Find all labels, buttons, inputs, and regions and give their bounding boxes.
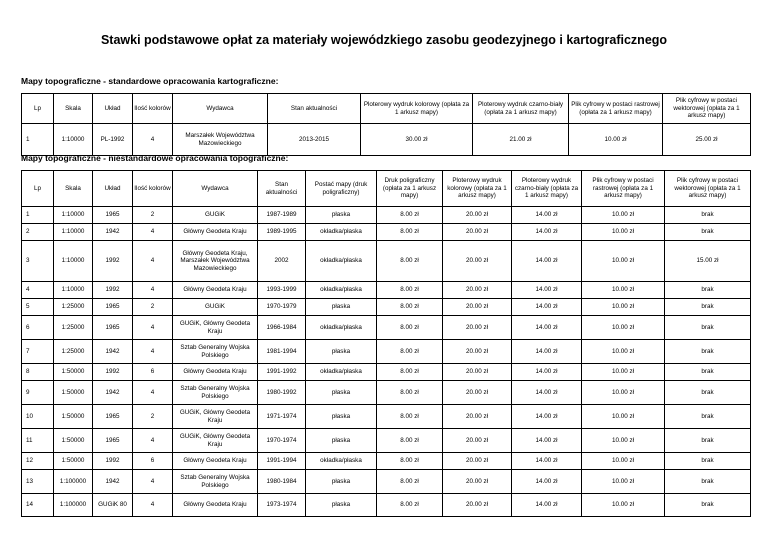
table-row	[22, 316, 751, 340]
table-cell: 1:10000	[54, 241, 93, 282]
table-cell: płaska	[306, 429, 377, 453]
table-cell: 8.00 zł	[377, 453, 443, 470]
table-cell: Sztab Generalny Wojska Polskiego	[173, 381, 258, 405]
table-cell: 1992	[93, 282, 133, 299]
column-header: Plik cyfrowy w postaci wektorowej (opłata za 1 arkusz mapy)	[665, 171, 751, 207]
column-header: Plik cyfrowy w postaci rastrowej (opłata za 1 arkusz mapy)	[569, 94, 663, 124]
table-cell: GUGiK 80	[93, 494, 133, 517]
table-cell: 20.00 zł	[443, 429, 512, 453]
table-cell: 10.00 zł	[582, 494, 665, 517]
table-cell: 1	[22, 124, 54, 156]
table-cell: 14.00 zł	[512, 364, 582, 381]
table-cell: Główny Geodeta Kraju	[173, 224, 258, 241]
table-row	[22, 453, 751, 470]
table-cell: 1970-1974	[258, 429, 306, 453]
table-cell: 8.00 zł	[377, 494, 443, 517]
table-row	[22, 124, 751, 156]
table-cell: 2002	[258, 241, 306, 282]
table-cell: 8.00 zł	[377, 299, 443, 316]
table-cell: 20.00 zł	[443, 494, 512, 517]
table-cell: płaska	[306, 340, 377, 364]
table-row	[22, 381, 751, 405]
table-cell: brak	[665, 470, 751, 494]
table-cell: okładka/płaska	[306, 224, 377, 241]
table-cell: GUGiK, Główny Geodeta Kraju	[173, 429, 258, 453]
table-cell: 10.00 zł	[582, 470, 665, 494]
table-cell: 1:50000	[54, 405, 93, 429]
table-cell: 4	[133, 282, 173, 299]
column-header: Stan aktualności	[268, 94, 361, 124]
table-cell: 25.00 zł	[663, 124, 751, 156]
column-header: Ploterowy wydruk kolorowy (opłata za 1 arkusz mapy)	[443, 171, 512, 207]
table-cell: 1966-1984	[258, 316, 306, 340]
table-cell: Marszałek Województwa Mazowieckiego	[173, 124, 268, 156]
table-cell: 1965	[93, 299, 133, 316]
column-header: Ilość kolorów	[133, 94, 173, 124]
table-cell: brak	[665, 494, 751, 517]
table-cell: brak	[665, 429, 751, 453]
table-cell: 8.00 zł	[377, 429, 443, 453]
table-cell: 6	[133, 364, 173, 381]
table-cell: brak	[665, 224, 751, 241]
column-header: Stan aktualności	[258, 171, 306, 207]
table-cell: 20.00 zł	[443, 405, 512, 429]
table-cell: 20.00 zł	[443, 207, 512, 224]
table-cell: Sztab Generalny Wojska Polskiego	[173, 340, 258, 364]
table-cell: 15.00 zł	[665, 241, 751, 282]
table-cell: Główny Geodeta Kraju	[173, 453, 258, 470]
table-cell: 1:100000	[54, 470, 93, 494]
table-row	[22, 470, 751, 494]
table-cell: 1965	[93, 429, 133, 453]
table-cell: 1942	[93, 381, 133, 405]
table-cell: 14.00 zł	[512, 453, 582, 470]
table-cell: 8.00 zł	[377, 241, 443, 282]
table-cell: Główny Geodeta Kraju	[173, 494, 258, 517]
table-cell: 1992	[93, 364, 133, 381]
table-cell: 8.00 zł	[377, 381, 443, 405]
table-cell: płaska	[306, 381, 377, 405]
table-cell: 1993-1999	[258, 282, 306, 299]
table-cell: 1942	[93, 224, 133, 241]
column-header: Druk poligraficzny (opłata za 1 arkusz mapy)	[377, 171, 443, 207]
column-header: Wydawca	[173, 94, 268, 124]
table-cell: PL-1992	[93, 124, 133, 156]
table-row	[22, 364, 751, 381]
column-header: Układ	[93, 94, 133, 124]
table-cell: 6	[22, 316, 54, 340]
table-cell: 8.00 zł	[377, 340, 443, 364]
section-heading-standard: Mapy topograficzne - standardowe opracowania kartograficzne:	[21, 76, 279, 86]
table-cell: 10.00 zł	[582, 207, 665, 224]
table-cell: 2013-2015	[268, 124, 361, 156]
table-cell: 8.00 zł	[377, 282, 443, 299]
table-cell: 1:50000	[54, 381, 93, 405]
table-cell: brak	[665, 453, 751, 470]
table-cell: płaska	[306, 470, 377, 494]
table-cell: okładka/płaska	[306, 316, 377, 340]
table-cell: 21.00 zł	[473, 124, 569, 156]
table-cell: 8.00 zł	[377, 316, 443, 340]
table-cell: 14.00 zł	[512, 282, 582, 299]
table-cell: 10.00 zł	[582, 405, 665, 429]
column-header: Lp	[22, 94, 54, 124]
table-cell: 1992	[93, 453, 133, 470]
nonstandard-maps-table	[21, 170, 751, 517]
table-cell: 1:100000	[54, 494, 93, 517]
table-cell: 1942	[93, 340, 133, 364]
table-cell: 1980-1984	[258, 470, 306, 494]
table-cell: 1971-1974	[258, 405, 306, 429]
table-cell: 30.00 zł	[361, 124, 473, 156]
table-cell: 1980-1992	[258, 381, 306, 405]
table-cell: 2	[22, 224, 54, 241]
table-cell: 14	[22, 494, 54, 517]
table-cell: Główny Geodeta Kraju, Marszałek Województwa Mazowieckiego	[173, 241, 258, 282]
table-cell: 1:10000	[54, 224, 93, 241]
table-cell: 14.00 zł	[512, 241, 582, 282]
table-cell: brak	[665, 405, 751, 429]
table-cell: 14.00 zł	[512, 405, 582, 429]
table-cell: 1981-1994	[258, 340, 306, 364]
table-cell: 2	[133, 405, 173, 429]
table-cell: 5	[22, 299, 54, 316]
table-cell: 1:25000	[54, 299, 93, 316]
table-cell: 20.00 zł	[443, 453, 512, 470]
table-cell: 14.00 zł	[512, 316, 582, 340]
column-header: Plik cyfrowy w postaci rastrowej (opłata za 1 arkusz mapy)	[582, 171, 665, 207]
standard-maps-table	[21, 93, 751, 156]
table-cell: 10.00 zł	[582, 453, 665, 470]
table-cell: 10.00 zł	[582, 364, 665, 381]
table-cell: 4	[133, 340, 173, 364]
table-cell: 14.00 zł	[512, 381, 582, 405]
table-cell: 3	[22, 241, 54, 282]
table-cell: 9	[22, 381, 54, 405]
page-title: Stawki podstawowe opłat za materiały wojewódzkiego zasobu geodezyjnego i kartograficznego	[100, 33, 668, 47]
table-cell: 1965	[93, 316, 133, 340]
table-cell: okładka/płaska	[306, 364, 377, 381]
column-header: Skala	[54, 171, 93, 207]
table-cell: brak	[665, 364, 751, 381]
table-cell: Główny Geodeta Kraju	[173, 364, 258, 381]
column-header: Postać mapy (druk poligraficzny)	[306, 171, 377, 207]
table-cell: 10.00 zł	[582, 224, 665, 241]
table-cell: 1942	[93, 470, 133, 494]
table-cell: 8.00 zł	[377, 207, 443, 224]
table-cell: 14.00 zł	[512, 429, 582, 453]
table-cell: 1:50000	[54, 364, 93, 381]
table-cell: płaska	[306, 405, 377, 429]
table-cell: okładka/płaska	[306, 241, 377, 282]
table-cell: 1991-1992	[258, 364, 306, 381]
table-cell: 4	[22, 282, 54, 299]
table-row	[22, 429, 751, 453]
table-cell: 8.00 zł	[377, 470, 443, 494]
table-cell: brak	[665, 381, 751, 405]
column-header: Wydawca	[173, 171, 258, 207]
table-cell: 11	[22, 429, 54, 453]
table-cell: okładka/płaska	[306, 282, 377, 299]
table-cell: GUGiK, Główny Geodeta Kraju	[173, 405, 258, 429]
table-cell: GUGiK	[173, 207, 258, 224]
table-cell: okładka/płaska	[306, 453, 377, 470]
table-cell: 1973-1974	[258, 494, 306, 517]
table-cell: 13	[22, 470, 54, 494]
table-cell: 1:50000	[54, 453, 93, 470]
table-cell: 14.00 zł	[512, 224, 582, 241]
table-cell: brak	[665, 299, 751, 316]
table-cell: 10.00 zł	[582, 429, 665, 453]
table-cell: 8.00 zł	[377, 224, 443, 241]
table-cell: 4	[133, 470, 173, 494]
table-cell: 20.00 zł	[443, 224, 512, 241]
table-cell: 10.00 zł	[582, 241, 665, 282]
table-cell: GUGiK	[173, 299, 258, 316]
table-cell: 6	[133, 453, 173, 470]
column-header: Skala	[54, 94, 93, 124]
table-cell: brak	[665, 282, 751, 299]
table-cell: 1992	[93, 241, 133, 282]
table-cell: 1:10000	[54, 207, 93, 224]
table-cell: 1:25000	[54, 340, 93, 364]
table-cell: 1987-1989	[258, 207, 306, 224]
table-cell: 4	[133, 241, 173, 282]
column-header: Ploterowy wydruk czarno-biały (opłata za 1 arkusz mapy)	[473, 94, 569, 124]
table-row	[22, 299, 751, 316]
table-cell: 1989-1995	[258, 224, 306, 241]
table-cell: 10.00 zł	[582, 381, 665, 405]
table-cell: 20.00 zł	[443, 241, 512, 282]
table-cell: 1:50000	[54, 429, 93, 453]
table-cell: 1965	[93, 207, 133, 224]
table-cell: 4	[133, 124, 173, 156]
table-cell: 1965	[93, 405, 133, 429]
table-cell: 8	[22, 364, 54, 381]
table-cell: 1:10000	[54, 282, 93, 299]
table-cell: 10.00 zł	[582, 299, 665, 316]
table-cell: 1991-1994	[258, 453, 306, 470]
section-heading-nonstandard: Mapy topograficzne - niestandardowe opracowania topograficzne:	[21, 153, 289, 163]
table-cell: 1970-1979	[258, 299, 306, 316]
table-cell: 20.00 zł	[443, 470, 512, 494]
table-row	[22, 282, 751, 299]
column-header: Ilość kolorów	[133, 171, 173, 207]
table-cell: 14.00 zł	[512, 299, 582, 316]
table-cell: 1:25000	[54, 316, 93, 340]
table-cell: Główny Geodeta Kraju	[173, 282, 258, 299]
table-cell: 14.00 zł	[512, 340, 582, 364]
table-cell: Sztab Generalny Wojska Polskiego	[173, 470, 258, 494]
table-cell: 4	[133, 224, 173, 241]
table-cell: 12	[22, 453, 54, 470]
table-cell: 20.00 zł	[443, 364, 512, 381]
table-cell: 4	[133, 381, 173, 405]
table-cell: 4	[133, 494, 173, 517]
table-row	[22, 405, 751, 429]
table-cell: GUGiK, Główny Geodeta Kraju	[173, 316, 258, 340]
table-cell: 14.00 zł	[512, 207, 582, 224]
table-cell: 2	[133, 207, 173, 224]
table-cell: 1:10000	[54, 124, 93, 156]
table-cell: 10.00 zł	[582, 340, 665, 364]
column-header: Układ	[93, 171, 133, 207]
table-cell: 8.00 zł	[377, 405, 443, 429]
table-cell: 20.00 zł	[443, 299, 512, 316]
column-header: Ploterowy wydruk kolorowy (opłata za 1 arkusz mapy)	[361, 94, 473, 124]
column-header: Ploterowy wydruk czarno-biały (opłata za 1 arkusz mapy)	[512, 171, 582, 207]
column-header: Plik cyfrowy w postaci wektorowej (opłata za 1 arkusz mapy)	[663, 94, 751, 124]
table-cell: płaska	[306, 494, 377, 517]
table-cell: 1	[22, 207, 54, 224]
table-cell: 20.00 zł	[443, 282, 512, 299]
table-cell: 7	[22, 340, 54, 364]
table-cell: 14.00 zł	[512, 494, 582, 517]
table-cell: 4	[133, 316, 173, 340]
table-cell: 10.00 zł	[582, 282, 665, 299]
table-cell: 4	[133, 429, 173, 453]
table-cell: 10	[22, 405, 54, 429]
table-cell: 10.00 zł	[569, 124, 663, 156]
table-cell: brak	[665, 340, 751, 364]
table-cell: 14.00 zł	[512, 470, 582, 494]
table-cell: płaska	[306, 299, 377, 316]
table-row	[22, 207, 751, 224]
table-cell: 20.00 zł	[443, 381, 512, 405]
table-row	[22, 224, 751, 241]
table-cell: płaska	[306, 207, 377, 224]
table-cell: brak	[665, 207, 751, 224]
table-row	[22, 340, 751, 364]
column-header: Lp	[22, 171, 54, 207]
table-cell: 8.00 zł	[377, 364, 443, 381]
table-cell: 2	[133, 299, 173, 316]
table-cell: 20.00 zł	[443, 340, 512, 364]
table-cell: 10.00 zł	[582, 316, 665, 340]
table-row	[22, 494, 751, 517]
table-cell: brak	[665, 316, 751, 340]
table-cell: 20.00 zł	[443, 316, 512, 340]
table-row	[22, 241, 751, 282]
